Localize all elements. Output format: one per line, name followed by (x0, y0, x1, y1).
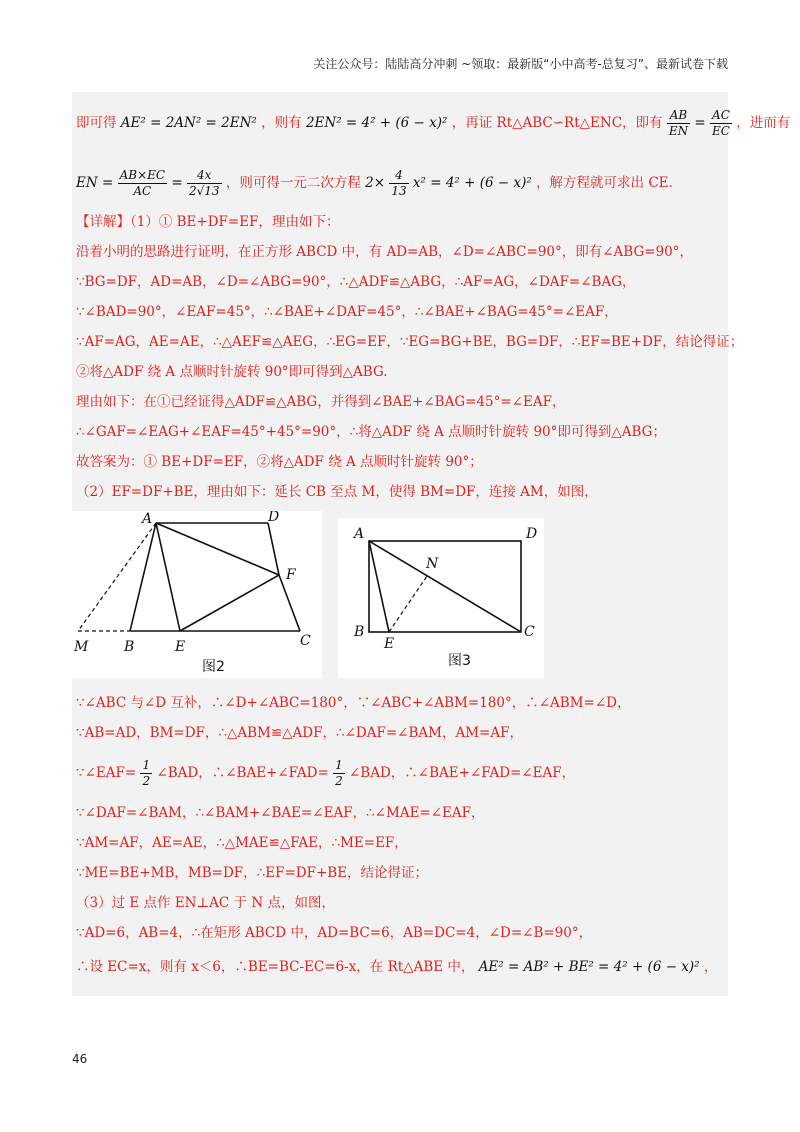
fraction-abec-ac: $\frac{AB\times EC}{AC}$ (119, 168, 166, 198)
figure-3 (338, 518, 544, 678)
fig2-segment-am-dashed (78, 523, 156, 631)
fraction-one-half: $\frac{1}{2}$ (142, 758, 151, 788)
line-3: 【详解】（1）① BE+DF=EF，理由如下： (76, 214, 340, 230)
figure-3-diagram (338, 518, 544, 678)
line-1-post: ，再证 Rt△ABC∽Rt△ENC，即有 (451, 115, 663, 131)
line-8: ②将△ADF 绕 A 点顺时针旋转 90°即可得到△ABG. (76, 364, 388, 380)
equals-sign: = (171, 175, 183, 191)
fig2-label-a: A (142, 511, 153, 527)
line-2-end: ，解方程就可求出 CE. (536, 175, 673, 191)
fig2-label-b: B (124, 639, 135, 655)
fig3-label-c: C (524, 624, 535, 640)
line-10: ∴∠GAF=∠EAG+∠EAF=45°+45°=90°，∴将△ADF 绕 A 点顺时针旋转 90°即可得到△ABG； (76, 424, 666, 440)
fig2-segment-ab (130, 523, 156, 631)
line-12: （2）EF=DF+BE，理由如下：延长 CB 至点 M，使得 BM=DF，连接 AM，如图， (76, 484, 598, 500)
line-2 (76, 168, 673, 199)
line-15 (76, 758, 575, 789)
fig2-segment-af (156, 523, 279, 575)
equals-sign: = (694, 115, 706, 131)
line-17: ∵AM=AF，AE=AE，∴△MAE≌△FAE，∴ME=EF， (76, 835, 408, 851)
line-1-pre: 即可得 (76, 115, 117, 131)
line-13: ∵∠ABC 与∠D 互补，∴∠D+∠ABC=180°，∵∠ABC+∠ABM=180°，∴∠ABM=∠D， (76, 695, 631, 711)
en-lhs: EN = (76, 175, 114, 191)
line-1-end: ，进而有 (736, 115, 791, 131)
fig2-label-f: F (286, 567, 296, 583)
line-16: ∵∠DAF=∠BAM，∴∠BAM+∠BAE=∠EAF，∴∠MAE=∠EAF， (76, 805, 485, 821)
fraction-4x: $\frac{4x}{2√13}$ (188, 168, 220, 198)
line-15-pre: ∵∠EAF= (76, 765, 137, 781)
fig2-label-m: M (74, 639, 89, 655)
fig2-label-e: E (175, 639, 186, 655)
fig2-label-d: D (268, 511, 280, 525)
fraction-ac-ec: $\frac{AC}{EC}$ (712, 108, 730, 138)
line-21-pre: ∴设 EC=x，则有 x＜6，∴BE=BC-EC=6-x，在 Rt△ABE 中， (76, 959, 475, 975)
line-15-post: ∠BAD，∴∠BAE+∠FAD=∠EAF， (349, 765, 576, 781)
fig2-segment-df (268, 523, 279, 575)
fraction-4-13: $\frac{4}{13}$ (391, 168, 407, 198)
line-5: ∵BG=DF，AD=AB，∠D=∠ABG=90°，∴△ADF≌△ABG，∴AF=AG，∠DAF=∠BAG， (76, 274, 636, 290)
fig3-segment-ae (369, 541, 389, 632)
fig2-segment-fc (279, 575, 300, 631)
fig2-segment-ae (156, 523, 180, 631)
solution-content (72, 92, 791, 996)
figure-2-diagram (72, 511, 322, 678)
line-2-mid: ，则可得一元二次方程 (225, 175, 361, 191)
line-21-end: ， (703, 959, 718, 975)
fraction-one-half-2: $\frac{1}{2}$ (335, 758, 343, 788)
fig3-segment-en-dashed (389, 576, 427, 632)
fig2-label-c: C (300, 633, 311, 649)
equation-ae-final: AE² = AB² + BE² = 4² + (6 − x)² (478, 959, 700, 975)
fig3-label-b: B (354, 624, 365, 640)
figure-2 (72, 511, 322, 678)
fraction-ab-en: $\frac{AB}{EN}$ (668, 108, 689, 138)
line-6: ∵∠BAD=90°，∠EAF=45°，∴∠BAE+∠DAF=45°，∴∠BAE+∠BAG=45°=∠EAF， (76, 304, 618, 320)
equation-ae: AE² = 2AN² = 2EN² (120, 115, 257, 131)
fig2-segment-ef (180, 575, 279, 631)
eq-post: x² = 4² + (6 − x)² (412, 175, 532, 191)
fig3-label-d: D (526, 526, 538, 542)
line-7: ∵AF=AG，AE=AE，∴△AEF≌△AEG，∴EG=EF，∵EG=BG+BE，BG=DF，∴EF=BE+DF，结论得证； (76, 334, 744, 350)
line-15-mid: ∠BAD，∴∠BAE+∠FAD= (156, 765, 329, 781)
equation-2en: 2EN² = 4² + (6 − x)² (305, 115, 448, 131)
figure-3-caption: 图3 (448, 653, 471, 669)
line-20: ∵AD=6，AB=4，∴在矩形 ABCD 中，AD=BC=6，AB=DC=4，∠D=∠B=90°， (76, 925, 593, 941)
fig3-label-e: E (384, 636, 395, 652)
page-header: 关注公众号：陆陆高分冲刺 ~领取：最新版“小中高考-总复习”、最新试卷下载 (313, 57, 728, 71)
line-14: ∵AB=AD，BM=DF，∴△ABM≌△ADF，∴∠DAF=∠BAM，AM=AF， (76, 725, 523, 741)
line-18: ∵ME=BE+MB，MB=DF，∴EF=DF+BE，结论得证； (76, 865, 429, 881)
fig3-label-n: N (426, 556, 439, 572)
fig3-diagonal-ac (369, 541, 521, 632)
line-1-mid: ，则有 (261, 115, 302, 131)
figure-2-caption: 图2 (202, 659, 225, 675)
page-number: 46 (72, 1052, 88, 1066)
line-4: 沿着小明的思路进行证明，在正方形 ABCD 中，有 AD=AB，∠D=∠ABC=90°，即有∠ABG=90°， (76, 244, 694, 260)
fig3-label-a: A (354, 526, 365, 542)
line-21 (76, 958, 717, 976)
line-1 (76, 108, 790, 139)
line-19: （3）过 E 点作 EN⊥AC 于 N 点，如图， (76, 895, 335, 911)
line-9: 理由如下：在①已经证得△ADF≌△ABG，并得到∠BAE+∠BAG=45°=∠EAF， (76, 394, 566, 410)
line-11: 故答案为：① BE+DF=EF，②将△ADF 绕 A 点顺时针旋转 90°； (76, 454, 483, 470)
eq-pre: 2× (365, 175, 386, 191)
